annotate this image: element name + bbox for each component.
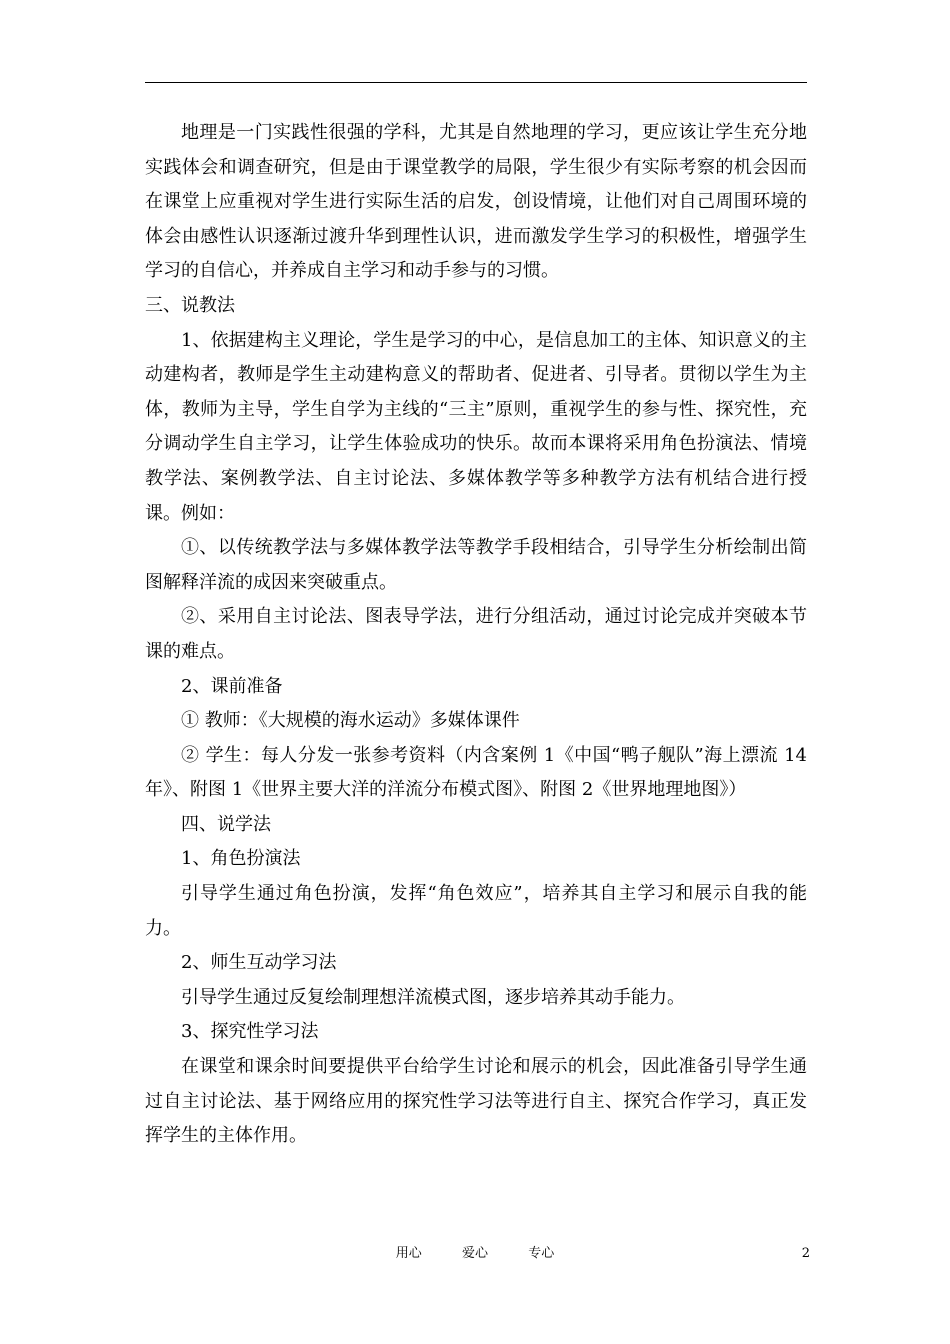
subheading: 3、探究性学习法: [181, 1021, 319, 1043]
list-item: ②、采用自主讨论法、图表导学法，进行分组活动，通过讨论完成并突破本节课的难点。: [145, 606, 807, 662]
page-number: 2: [801, 1246, 810, 1261]
subheading: 1、角色扮演法: [181, 848, 301, 870]
section-heading: 三、说教法: [145, 294, 235, 316]
list-item: ① 教师：《大规模的海水运动》多媒体课件: [181, 710, 520, 732]
section-heading: 四、说学法: [181, 813, 271, 835]
paragraph: 引导学生通过反复绘制理想洋流模式图，逐步培养其动手能力。: [181, 986, 685, 1008]
paragraph: 在课堂和课余时间要提供平台给学生讨论和展示的机会，因此准备引导学生通过自主讨论法、基于网络应用的探究性学习法等进行自主、探究合作学习，真正发挥学生的主体作用。: [145, 1056, 807, 1147]
paragraph: 引导学生通过角色扮演，发挥“角色效应”，培养其自主学习和展示自我的能力。: [145, 883, 807, 939]
list-item: ①、以传统教学法与多媒体教学法等教学手段相结合，引导学生分析绘制出简图解释洋流的成因来突破重点。: [145, 537, 807, 593]
document-body: [145, 116, 807, 1154]
paragraph: 1、依据建构主义理论，学生是学习的中心，是信息加工的主体、知识意义的主动建构者，教师是学生主动建构意义的帮助者、促进者、引导者。贯彻以学生为主体，教师为主导，学生自学为主线的“三主”原则，重视学生的参与性、探究性，充分调动学生自主学习，让学生体验成功的快乐。故而本课将采用角色扮演法、情境教学法、案例教学法、自主讨论法、多媒体教学等多种教学方法有机结合进行授课。例如：: [145, 329, 807, 524]
subheading: 2、课前准备: [181, 675, 283, 697]
list-item: ② 学生：每人分发一张参考资料（内含案例 1《中国“鸭子舰队”海上漂流 14 年》、附图 1《世界主要大洋的洋流分布模式图》、附图 2《世界地理地图》）: [145, 744, 807, 801]
footer-motto: 用心 爱心 专心: [395, 1246, 555, 1261]
paragraph: 地理是一门实践性很强的学科，尤其是自然地理的学习，更应该让学生充分地实践体会和调查研究，但是由于课堂教学的局限，学生很少有实际考察的机会因而在课堂上应重视对学生进行实际生活的启发，创设情境，让他们对自己周围环境的体会由感性认识逐渐过渡升华到理性认识，进而激发学生学习的积极性，增强学生学习的自信心，并养成自主学习和动手参与的习惯。: [145, 122, 807, 282]
subheading: 2、师生互动学习法: [181, 952, 337, 974]
header-rule: [145, 82, 807, 83]
